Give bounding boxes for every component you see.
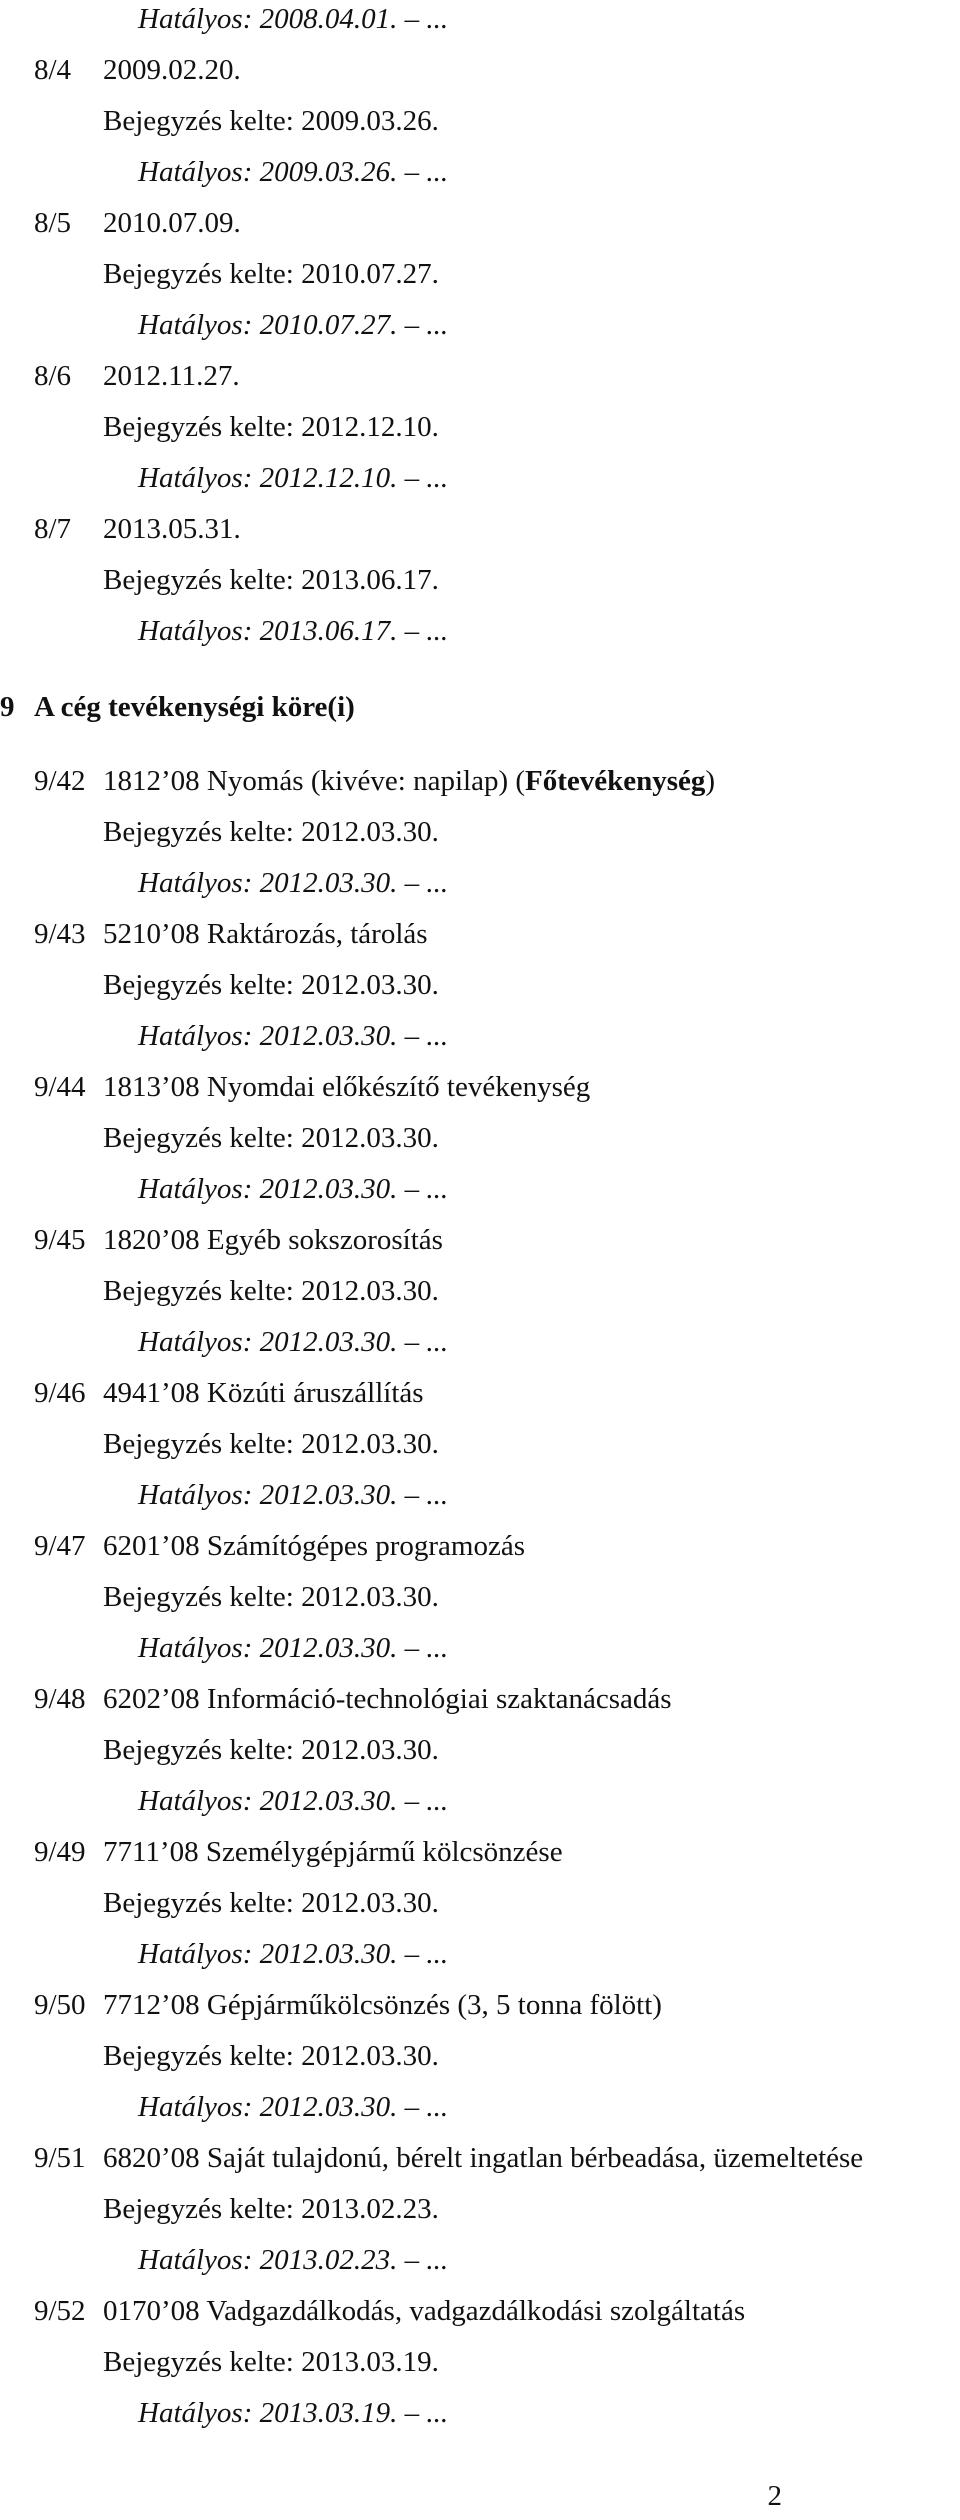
entry-header [0, 909, 960, 960]
entry-number: 8/4 [34, 54, 72, 86]
activity-name: Közúti áruszállítás [206, 1377, 424, 1409]
activity-description [103, 1521, 525, 1572]
entry-number: 9/44 [34, 1071, 86, 1103]
entry-header [0, 1062, 960, 1113]
entry-number: 8/5 [34, 207, 72, 239]
activity-description [103, 1215, 443, 1266]
activity-entry [0, 1827, 960, 1980]
entry-number: 9/48 [34, 1683, 86, 1715]
activity-code: 4941’08 [103, 1377, 200, 1409]
section-8-entry [0, 504, 960, 657]
entry-number: 9/43 [34, 918, 86, 950]
registration-date: Bejegyzés kelte: 2010.07.27. [103, 258, 439, 290]
entry-header [0, 1215, 960, 1266]
entry-number: 9/52 [34, 2295, 86, 2327]
effective-date: Hatályos: 2012.03.30. – ... [138, 1173, 449, 1205]
section-number: 9 [0, 691, 15, 723]
activity-description [103, 2286, 745, 2337]
effective-date: Hatályos: 2012.03.30. – ... [138, 1020, 449, 1052]
effective-date: Hatályos: 2012.03.30. – ... [138, 867, 449, 899]
activity-name: Vadgazdálkodás, vadgazdálkodási szolgáltatás [206, 2295, 746, 2327]
effective-date: Hatályos: 2012.12.10. – ... [138, 462, 449, 494]
activity-name: Nyomdai előkészítő tevékenység [206, 1071, 591, 1103]
activity-name: Információ-technológiai szaktanácsadás [206, 1683, 672, 1715]
activity-code: 1820’08 [103, 1224, 200, 1256]
registration-date: Bejegyzés kelte: 2012.03.30. [103, 816, 439, 848]
entry-header [0, 2286, 960, 2337]
effective-date: Hatályos: 2010.07.27. – ... [138, 309, 449, 341]
activity-name: Nyomás (kivéve: napilap) ( [206, 765, 526, 797]
activity-entry [0, 1980, 960, 2133]
activity-entry [0, 1674, 960, 1827]
entry-date: 2012.11.27. [103, 360, 240, 392]
entry-number: 9/49 [34, 1836, 86, 1868]
effective-date: Hatályos: 2013.03.19. – ... [138, 2397, 449, 2429]
section-heading [0, 682, 960, 733]
entry-number: 9/42 [34, 765, 86, 797]
activity-code: 1812’08 [103, 765, 200, 797]
activity-description [103, 1674, 672, 1725]
effective-date: Hatályos: 2009.03.26. – ... [138, 156, 449, 188]
entry-header [0, 1827, 960, 1878]
activity-name: Számítógépes programozás [206, 1530, 526, 1562]
registration-date: Bejegyzés kelte: 2012.03.30. [103, 2040, 439, 2072]
entry-number: 8/7 [34, 513, 72, 545]
entry-header [0, 756, 960, 807]
activity-code: 6201’08 [103, 1530, 200, 1562]
entry-header [0, 504, 960, 555]
activity-name: Saját tulajdonú, bérelt ingatlan bérbeadása, üzemeltetése [206, 2142, 864, 2174]
registration-date: Bejegyzés kelte: 2012.03.30. [103, 1122, 439, 1154]
registration-date: Bejegyzés kelte: 2009.03.26. [103, 105, 439, 137]
effective-date: Hatályos: 2012.03.30. – ... [138, 1479, 449, 1511]
activity-name: Egyéb sokszorosítás [206, 1224, 443, 1256]
activity-entry [0, 1215, 960, 1368]
entry-header [0, 1521, 960, 1572]
top-effective-line: Hatályos: 2008.04.01. – ... [138, 3, 449, 35]
activity-entry [0, 2133, 960, 2286]
entry-header [0, 351, 960, 402]
activity-description [103, 756, 715, 807]
activity-description [103, 1062, 590, 1113]
entry-number: 9/51 [34, 2142, 86, 2174]
activity-description [103, 909, 428, 960]
entry-date: 2010.07.09. [103, 207, 241, 239]
effective-date: Hatályos: 2012.03.30. – ... [138, 1326, 449, 1358]
registration-date: Bejegyzés kelte: 2012.03.30. [103, 1428, 439, 1460]
effective-date: Hatályos: 2012.03.30. – ... [138, 1938, 449, 1970]
entry-header [0, 1674, 960, 1725]
entry-date: 2009.02.20. [103, 54, 241, 86]
entry-number: 9/50 [34, 1989, 86, 2021]
activity-code: 1813’08 [103, 1071, 200, 1103]
entry-header [0, 1368, 960, 1419]
activity-name: Gépjárműkölcsönzés (3, 5 tonna fölött) [206, 1989, 662, 2021]
activity-description [103, 1827, 563, 1878]
page-number: 2 [767, 2480, 782, 2512]
section-title: A cég tevékenységi köre(i) [34, 691, 355, 723]
entry-header [0, 2133, 960, 2184]
activity-code: 0170’08 [103, 2295, 200, 2327]
activity-code: 7712’08 [103, 1989, 200, 2021]
registration-date: Bejegyzés kelte: 2012.03.30. [103, 1887, 439, 1919]
entry-number: 9/47 [34, 1530, 86, 1562]
entry-date: 2013.05.31. [103, 513, 241, 545]
activity-entry [0, 1521, 960, 1674]
effective-date: Hatályos: 2012.03.30. – ... [138, 2091, 449, 2123]
entry-number: 9/46 [34, 1377, 86, 1409]
activity-description [103, 1368, 424, 1419]
effective-date: Hatályos: 2012.03.30. – ... [138, 1785, 449, 1817]
registration-date: Bejegyzés kelte: 2012.03.30. [103, 1734, 439, 1766]
registration-date: Bejegyzés kelte: 2013.06.17. [103, 564, 439, 596]
activity-code: 6820’08 [103, 2142, 200, 2174]
activity-description [103, 2133, 863, 2184]
activity-description [103, 1980, 662, 2031]
entry-number: 9/45 [34, 1224, 86, 1256]
effective-date: Hatályos: 2012.03.30. – ... [138, 1632, 449, 1664]
activity-entry [0, 909, 960, 1062]
section-8-entry [0, 45, 960, 198]
activity-entry [0, 2286, 960, 2439]
registration-date: Bejegyzés kelte: 2013.03.19. [103, 2346, 439, 2378]
registration-date: Bejegyzés kelte: 2012.03.30. [103, 1275, 439, 1307]
section-8-entry [0, 198, 960, 351]
effective-date: Hatályos: 2013.02.23. – ... [138, 2244, 449, 2276]
entry-header [0, 198, 960, 249]
main-activity-label: Főtevékenység [525, 765, 706, 797]
registration-date: Bejegyzés kelte: 2012.12.10. [103, 411, 439, 443]
activity-entry [0, 756, 960, 909]
entry-number: 8/6 [34, 360, 72, 392]
effective-date: Hatályos: 2013.06.17. – ... [138, 615, 449, 647]
section-8-entry [0, 351, 960, 504]
activity-entry [0, 1062, 960, 1215]
entry-header [0, 45, 960, 96]
activity-code: 6202’08 [103, 1683, 200, 1715]
entry-header [0, 1980, 960, 2031]
registration-date: Bejegyzés kelte: 2012.03.30. [103, 1581, 439, 1613]
activity-code: 5210’08 [103, 918, 200, 950]
activity-name: Személygépjármű kölcsönzése [205, 1836, 563, 1868]
activity-entry [0, 1368, 960, 1521]
activity-code: 7711’08 [103, 1836, 199, 1868]
registration-date: Bejegyzés kelte: 2013.02.23. [103, 2193, 439, 2225]
activity-name-end: ) [705, 765, 716, 797]
registration-date: Bejegyzés kelte: 2012.03.30. [103, 969, 439, 1001]
activity-name: Raktározás, tárolás [206, 918, 428, 950]
